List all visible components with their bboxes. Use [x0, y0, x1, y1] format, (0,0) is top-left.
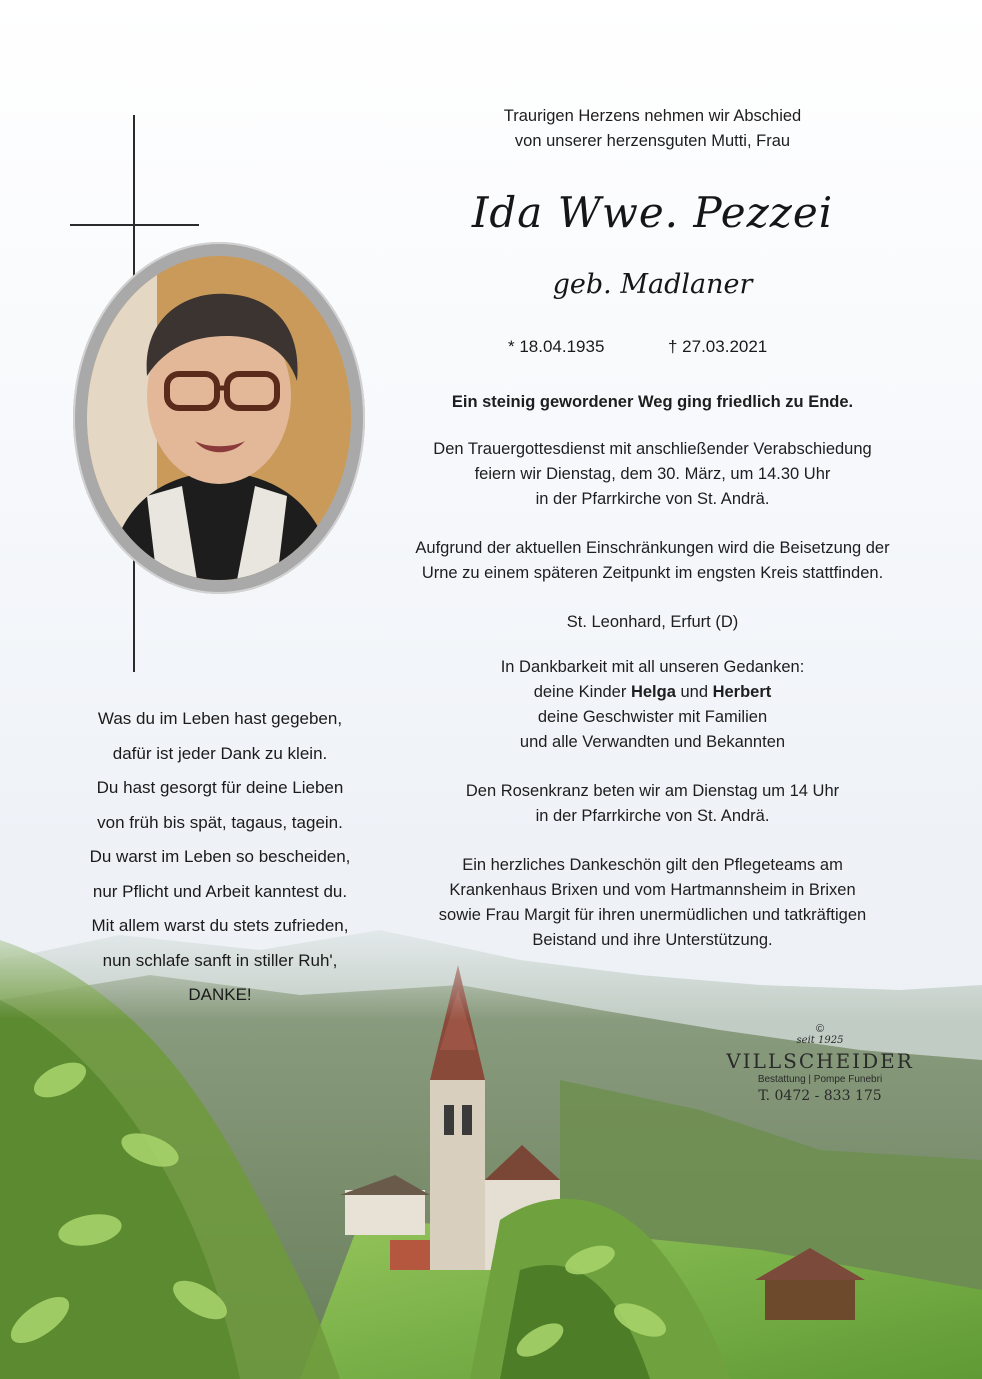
thanks-line: Beistand und ihre Unterstützung. — [532, 931, 773, 949]
family-line: deine Geschwister mit Familien — [537, 708, 768, 726]
death-date: † 27.03.2021 — [668, 337, 768, 356]
family-line: und alle Verwandten und Bekannten — [519, 733, 786, 751]
rosary-line: Den Rosenkranz beten wir am Dienstag um 14 Uhr — [465, 782, 840, 800]
burial-info — [380, 536, 925, 586]
copyright-mark: © — [815, 1023, 825, 1035]
poem — [40, 702, 400, 1013]
undertaker-phone: T. 0472 - 833 175 — [758, 1088, 882, 1104]
portrait-photo — [87, 256, 351, 580]
child-name: Helga — [630, 683, 676, 701]
service-info — [380, 437, 925, 512]
portrait-frame — [73, 242, 365, 594]
undertaker-since: seit 1925 — [796, 1035, 844, 1046]
rosary-line: in der Pfarrkirche von St. Andrä. — [535, 807, 770, 825]
place-line: St. Leonhard, Erfurt (D) — [566, 613, 739, 631]
motto-line: Ein steinig gewordener Weg ging friedlich zu Ende. — [451, 393, 854, 411]
undertaker-subtitle: Bestattung | Pompe Funebri — [757, 1074, 883, 1085]
service-line: Den Trauergottesdienst mit anschließender Verabschiedung — [433, 440, 872, 458]
child-name: Herbert — [712, 683, 772, 701]
family-mourners — [380, 655, 925, 755]
poem-line: Was du im Leben hast gegeben, — [97, 709, 343, 728]
service-line: feiern wir Dienstag, dem 30. März, um 14.30 Uhr — [474, 465, 831, 483]
undertaker-name: VILLSCHEIDER — [726, 1049, 914, 1073]
poem-line: Mit allem warst du stets zufrieden, — [91, 916, 349, 935]
poem-line: von früh bis spät, tagaus, tagein. — [97, 812, 343, 832]
motto — [380, 390, 925, 415]
poem-line: Du warst im Leben so bescheiden, — [89, 847, 351, 866]
poem-line: dafür ist jeder Dank zu klein. — [112, 743, 328, 763]
thanks-line: sowie Frau Margit für ihren unermüdlichen und tatkräftigen — [438, 906, 867, 924]
thanks-line: Krankenhaus Brixen und vom Hartmannsheim in Brixen — [449, 881, 856, 899]
family-line: In Dankbarkeit mit all unseren Gedanken: — [500, 658, 805, 676]
thanks-text — [380, 853, 925, 953]
intro-line: von unserer herzensguten Mutti, Frau — [514, 132, 791, 150]
poem-line: Du hast gesorgt für deine Lieben — [96, 778, 344, 797]
burial-line: Aufgrund der aktuellen Einschränkungen wird die Beisetzung der — [415, 539, 890, 557]
children-line — [380, 680, 925, 705]
undertaker-logo — [720, 1023, 920, 1106]
thanks-line: Ein herzliches Dankeschön gilt den Pflegeteams am — [462, 856, 843, 874]
place — [380, 610, 925, 635]
burial-line: Urne zu einem späteren Zeitpunkt im engsten Kreis stattfinden. — [421, 564, 884, 582]
poem-line: nun schlafe sanft in stiller Ruh', — [102, 950, 338, 970]
cross-icon-bar — [70, 224, 199, 226]
poem-line: DANKE! — [188, 985, 252, 1004]
rosary-info — [380, 779, 925, 829]
children-prefix: deine Kinder — [533, 683, 631, 701]
maiden-name: geb. Madlaner — [552, 269, 753, 300]
poem-line: nur Pflicht und Arbeit kanntest du. — [92, 881, 348, 901]
intro-text — [380, 104, 925, 154]
children-and: und — [675, 683, 713, 701]
intro-line: Traurigen Herzens nehmen wir Abschied — [503, 107, 802, 125]
service-line: in der Pfarrkirche von St. Andrä. — [535, 490, 770, 508]
deceased-name: Ida Wwe. Pezzei — [471, 188, 834, 237]
birth-date: * 18.04.1935 — [508, 337, 605, 356]
